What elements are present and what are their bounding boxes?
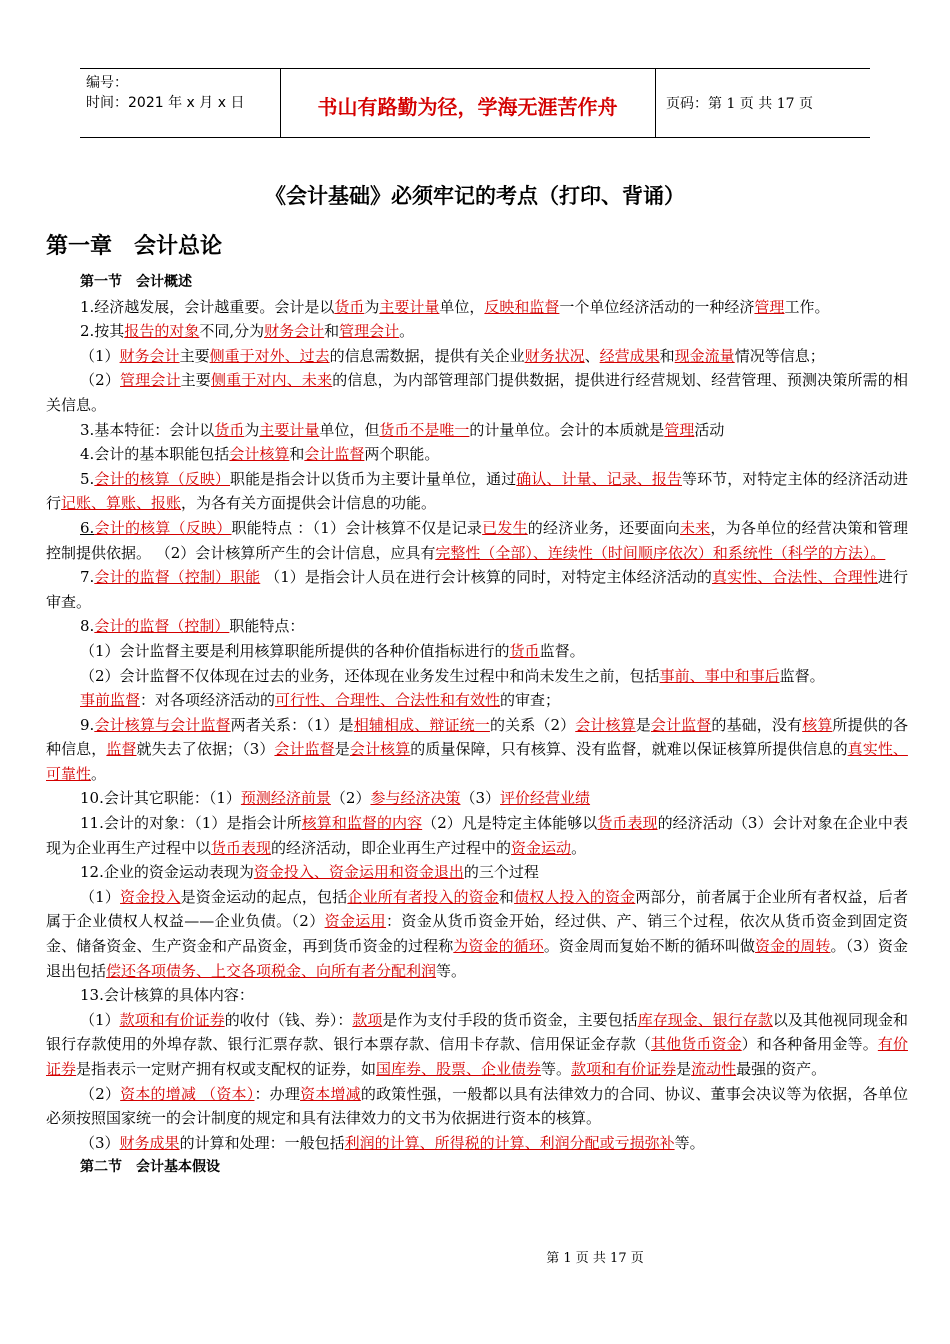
paragraph-text: 和 [289, 445, 305, 464]
paragraph-text: 就失去了依据；（3） [136, 740, 275, 759]
paragraph-text: 5. [80, 469, 95, 488]
header-code: 编号： [86, 75, 128, 91]
paragraph [46, 1082, 908, 1131]
paragraph-text: 监督。 [539, 641, 585, 660]
highlighted-term: 货币 [214, 420, 245, 439]
paragraph-text: 的计算和处理：一般包括 [179, 1133, 345, 1152]
highlighted-term: 款项和有价证券 [119, 1010, 225, 1029]
paragraph-text: （2） [80, 371, 121, 390]
paragraph [46, 1008, 908, 1082]
paragraph-text: ：办理 [254, 1084, 301, 1103]
paragraph-text: 是 [334, 740, 350, 759]
paragraph-text: 所提供的各种信息， [46, 715, 908, 759]
paragraph [46, 368, 908, 417]
highlighted-term: 会计核算 [349, 740, 411, 759]
paragraph-text: 8. [80, 617, 95, 636]
section-heading: 第二节 会计基本假设 [80, 1159, 220, 1176]
highlighted-term: 会计核算 [575, 715, 636, 734]
paragraph-text: 4.会计的基本职能包括 [80, 445, 230, 464]
highlighted-term: 资本增减 [300, 1084, 361, 1103]
paragraph [46, 442, 908, 467]
highlighted-term: 企业所有者投入的资金 [347, 887, 499, 906]
highlighted-term: 资金运用 [324, 912, 387, 931]
highlighted-term: 货币表现 [211, 838, 272, 857]
highlighted-term: 国库券、股票、企业债券 [376, 1060, 542, 1078]
paragraph-text: 监督。 [779, 666, 825, 685]
paragraph-text: （2） [80, 1084, 121, 1103]
paragraph-text: （3） [80, 1133, 120, 1152]
paragraph-text: 的质量保障，只有核算、没有监督，就难以保证核算所提供信息的 [410, 740, 848, 759]
paragraph-text: ：资金从货币资金开始，经过供、产、销三个过程，依次从货币资金到固定资金、储备资金、生产资金和产品资金，再到货币资金的过程称 [46, 912, 908, 956]
paragraph-text: 12.企业的资金运动表现为 [80, 863, 254, 882]
paragraph-text: 等。 [541, 1060, 572, 1078]
paragraph-text: （2）会计监督不仅体现在过去的业务，还体现在业务发生过程中和尚未发生之前，包括 [80, 666, 660, 685]
document-body [46, 270, 908, 1180]
highlighted-term: 记账、算账、报账 [61, 494, 182, 513]
paragraph [46, 639, 908, 664]
paragraph-text: 职能特点： [229, 617, 305, 636]
paragraph-text: 两部分，前者属于企业所有者权益，后者属于企业债权人权益——企业负债。（2） [46, 887, 908, 931]
header-time: 时间：2021 年 x 月 x 日 [86, 95, 245, 111]
highlighted-term: 预测经济前景 [240, 789, 331, 808]
highlighted-term: 反映和监督 [484, 297, 560, 316]
highlighted-term: 货币 [509, 641, 540, 660]
highlighted-term: 确认、计量、记录、报告 [516, 469, 683, 488]
highlighted-term: 管理 [754, 297, 785, 316]
paragraph-text: （3） [460, 789, 501, 808]
document-title: 《会计基础》必须牢记的考点（打印、背诵） [265, 183, 685, 208]
paragraph-text: 的关系（2） [489, 715, 576, 734]
paragraph-text: 10.会计其它职能：（1） [80, 789, 241, 808]
paragraph-text: （2） [330, 789, 371, 808]
paragraph [46, 295, 908, 320]
paragraph-text: 不同,分为 [199, 322, 265, 341]
highlighted-term: 有价证券 [46, 1035, 908, 1078]
highlighted-term: 监督 [106, 740, 137, 759]
highlighted-term: 会计的监督（控制） [94, 617, 230, 636]
section-heading: 第一节 会计概述 [80, 274, 192, 290]
highlighted-term: 主要计量 [259, 420, 320, 439]
highlighted-term: 报告的对象 [124, 322, 200, 341]
highlighted-term: 为资金的循环 [453, 937, 544, 956]
highlighted-term: 货币表现 [597, 814, 658, 833]
highlighted-term: 财务成果 [119, 1133, 180, 1152]
paragraph-text: 6. [80, 518, 95, 537]
paragraph-text: 13.会计核算的具体内容： [80, 986, 254, 1005]
paragraph [46, 565, 908, 614]
paragraph-text: 是 [635, 715, 651, 734]
header-divider [655, 69, 656, 137]
highlighted-term: 货币 [334, 297, 365, 316]
paragraph-text: 的审查； [500, 691, 561, 710]
header-motto: 书山有路勤为径，学海无涯苦作舟 [317, 95, 618, 119]
paragraph-text: 职能特点 ：（1）会计核算不仅是记录 [231, 518, 483, 537]
page-footer: 第 1 页 共 17 页 [546, 1251, 644, 1266]
highlighted-term: 管理会计 [339, 322, 400, 341]
paragraph-text: 的经济活动（3）会计对象在企业中表现为企业再生产过程中以 [46, 814, 908, 857]
paragraph [46, 664, 908, 689]
highlighted-term: 评价经营业绩 [500, 789, 591, 808]
paragraph-text: 7. [80, 568, 95, 587]
paragraph-text: 的计量单位。会计的本质就是 [469, 420, 665, 439]
highlighted-term: 侧重于对外、过去 [209, 346, 330, 365]
paragraph-text: ，为各单位的经营决策和管理控制提供依据。 （2）会计核算所产生的会计信息，应具有 [46, 518, 908, 562]
paragraph [46, 614, 908, 639]
paragraph-text: 和 [324, 322, 340, 341]
paragraph-text: （1）会计监督主要是利用核算职能所提供的各种价值指标进行的 [80, 641, 510, 660]
highlighted-term: 会计核算与会计监督 [94, 715, 231, 734]
paragraph-text: 和 [498, 887, 515, 906]
paragraph-text: 活动 [694, 420, 725, 439]
paragraph-text: 3.基本特征：会计以 [80, 420, 215, 439]
highlighted-term: 会计的核算（反映） [94, 518, 232, 537]
highlighted-term: 真实性、合法性、合理性 [712, 568, 878, 587]
paragraph-text: 为 [364, 297, 380, 316]
paragraph-text: （1） [80, 887, 121, 906]
highlighted-term: 财务状况 [524, 346, 585, 365]
highlighted-term: 已发生 [482, 518, 528, 537]
paragraph-text: 两者关系：（1）是 [230, 715, 354, 734]
highlighted-term: 货币不是唯一 [379, 420, 470, 439]
highlighted-term: 库存现金、银行存款 [637, 1010, 773, 1029]
highlighted-term: 未来 [679, 518, 711, 537]
paragraph-text: 和 [659, 346, 675, 365]
paragraph [46, 713, 908, 787]
paragraph [46, 418, 908, 443]
highlighted-term: 事前、事中和事后 [659, 666, 780, 685]
paragraph-text: 主要 [179, 346, 210, 365]
highlighted-term: 利润的计算、所得税的计算、利润分配或亏损弥补 [344, 1133, 675, 1152]
paragraph-text: 的基础，没有 [711, 715, 803, 734]
paragraph-text: 单位，但 [319, 420, 380, 439]
paragraph-text: 的经济活动，即企业再生产过程中的 [271, 838, 512, 857]
highlighted-term: 资金投入 [120, 887, 181, 906]
paragraph-text: （1） [80, 1010, 120, 1029]
paragraph-text: 。资金周而复始不断的循环叫做 [543, 937, 756, 956]
highlighted-term: 事前监督 [80, 691, 141, 710]
highlighted-term: 会计的核算（反映） [94, 469, 230, 488]
highlighted-term: 现金流量 [674, 346, 735, 365]
paragraph-text: 单位， [439, 297, 485, 316]
header-meta [86, 73, 276, 113]
paragraph-text: 。 [91, 764, 107, 783]
paragraph-text: 。 [399, 322, 415, 341]
highlighted-term: 财务会计 [264, 322, 325, 341]
highlighted-term: 核算 [802, 715, 833, 734]
highlighted-term: 真实性、可靠性 [46, 740, 908, 783]
paragraph-text: 2.按其 [80, 322, 125, 341]
paragraph-text: 。（3）资金退出包括 [46, 937, 908, 980]
paragraph-text: 的收付（钱、券）： [224, 1010, 353, 1029]
paragraph-text: 的信息，为内部管理部门提供数据，提供进行经营规划、经营管理、预测决策所需的相关信息。 [46, 371, 908, 414]
highlighted-term: 资金运动 [511, 838, 572, 857]
chapter-heading: 第一章 会计总论 [46, 233, 223, 259]
paragraph [46, 688, 908, 713]
paragraph [46, 811, 908, 860]
paragraph-text: 为 [244, 420, 260, 439]
paragraph-text: 是资金运动的起点，包括 [180, 887, 348, 906]
paragraph-text: 是 [676, 1060, 692, 1078]
highlighted-term: 相辅相成、辩证统一 [353, 715, 490, 734]
paragraph-text: 是作为支付手段的货币资金，主要包括 [382, 1010, 638, 1029]
paragraph [46, 860, 908, 885]
paragraph-text: 的经济业务，还要面向 [527, 518, 680, 537]
paragraph-text: 11.会计的对象：（1）是指会计所 [80, 814, 302, 833]
highlighted-term: 会计核算 [229, 445, 290, 464]
paragraph [46, 467, 908, 516]
paragraph [46, 1131, 908, 1156]
highlighted-term: 会计监督 [274, 740, 335, 759]
highlighted-term: 管理会计 [120, 371, 181, 390]
document-header [80, 68, 870, 138]
paragraph-text: 两个职能。 [364, 445, 440, 464]
highlighted-term: 款项和有价证券 [571, 1060, 677, 1078]
paragraph-text: 、 [584, 346, 600, 365]
highlighted-term: 管理 [664, 420, 695, 439]
paragraph-text: 的三个过程 [463, 863, 539, 882]
paragraph-text: 9. [80, 715, 95, 734]
highlighted-term: 主要计量 [379, 297, 440, 316]
paragraph [46, 885, 908, 983]
paragraph-text: ）和各种备用金等。 [741, 1035, 878, 1054]
highlighted-term: 债权人投入的资金 [514, 887, 636, 906]
highlighted-term: 资金的周转 [755, 937, 831, 956]
highlighted-term: 款项 [352, 1010, 383, 1029]
highlighted-term: 财务会计 [119, 346, 180, 365]
paragraph-text: 等环节，对特定主体的经济活动进行 [46, 469, 908, 513]
paragraph-text: （1）是指会计人员在进行会计核算的同时，对特定主体经济活动的 [260, 568, 713, 587]
highlighted-term: 参与经济决策 [370, 789, 461, 808]
paragraph-text: 等。 [674, 1133, 705, 1152]
paragraph [46, 344, 908, 369]
paragraph [46, 786, 908, 811]
paragraph-text: 等。 [436, 961, 467, 980]
highlighted-term: 偿还各项债务、上交各项税金、向所有者分配利润 [106, 961, 437, 980]
paragraph-text: ：对各项经济活动的 [140, 691, 276, 710]
highlighted-term: 会计监督 [304, 445, 365, 464]
paragraph-text: 1.经济越发展，会计越重要。会计是以 [80, 297, 335, 316]
paragraph-text: ，为各有关方面提供会计信息的功能。 [181, 494, 437, 513]
highlighted-term: 核算和监督的内容 [301, 814, 423, 833]
paragraph-text: 进行审查。 [46, 568, 908, 611]
highlighted-term: 资金投入、资金运用和资金退出 [253, 863, 464, 882]
highlighted-term: 完整性（全部）、连续性（时间顺序依次）和系统性（科学的方法）。 [435, 543, 886, 562]
paragraph [46, 516, 908, 565]
paragraph-text: （2）凡是特定主体能够以 [422, 814, 598, 833]
highlighted-term: 可行性、合理性、合法性和有效性 [275, 691, 501, 710]
header-page-number: 页码：第 1 页 共 17 页 [666, 96, 813, 112]
highlighted-term: 资本的增减 （资本） [120, 1084, 255, 1103]
highlighted-term: 其他货币资金 [650, 1035, 742, 1054]
paragraph [46, 983, 908, 1008]
paragraph-list [46, 295, 908, 1156]
paragraph-text: 。 [571, 838, 587, 857]
highlighted-term: 会计监督 [650, 715, 712, 734]
paragraph-text: 主要 [180, 371, 211, 390]
paragraph-text: 的政策性强，一般都以具有法律效力的合同、协议、董事会决议等为依据，各单位必须按照国家统一的会计制度的规定和具有法律效力的文书为依据进行资本的核算。 [46, 1084, 908, 1128]
paragraph-text: 的信息需数据，提供有关企业 [329, 346, 525, 365]
paragraph-text: 工作。 [784, 297, 830, 316]
paragraph [46, 319, 908, 344]
highlighted-term: 会计的监督（控制）职能 [94, 568, 261, 587]
paragraph-text: 是指表示一定财产拥有权或支配权的证券，如 [76, 1060, 377, 1078]
paragraph-text: 以及其他视同现金和银行存款使用的外埠存款、银行汇票存款、银行本票存款、信用卡存款、信用保证金存款（ [46, 1010, 908, 1054]
highlighted-term: 流动性 [691, 1060, 737, 1078]
paragraph-text: 情况等信息； [734, 346, 825, 365]
paragraph-text: （1） [80, 346, 120, 365]
paragraph-text: 职能是指会计以货币为主要计量单位，通过 [230, 469, 517, 488]
paragraph-text: 一个单位经济活动的一种经济 [559, 297, 755, 316]
paragraph-text: 最强的资产。 [736, 1060, 827, 1078]
highlighted-term: 经营成果 [599, 346, 660, 365]
highlighted-term: 侧重于对内、未来 [210, 371, 333, 390]
